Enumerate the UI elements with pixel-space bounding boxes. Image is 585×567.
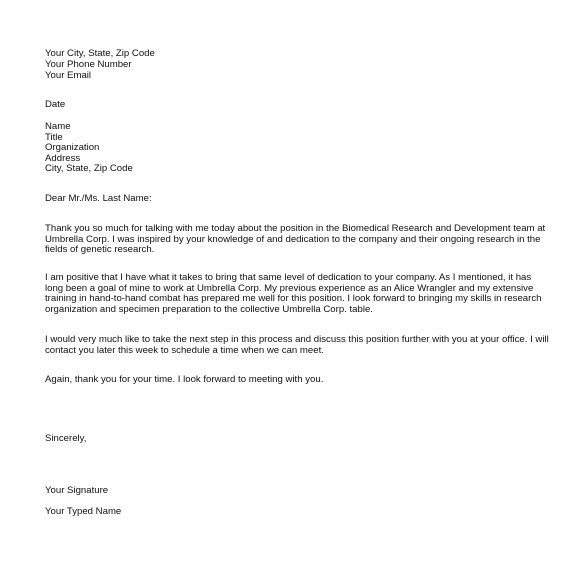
paragraph-line: fields of genetic research. <box>45 244 155 256</box>
paragraph-line: contact you later this week to schedule a time when we can meet. <box>45 344 324 356</box>
paragraph-line: I am positive that I have what it takes to bring that same level of dedication to your company. As I mentioned, it has <box>45 272 532 283</box>
paragraph-line: Again, thank you for your time. I look forward to meeting with you. <box>45 374 324 385</box>
recipient-city-state-zip: City, State, Zip Code <box>45 163 133 174</box>
closing: Sincerely, <box>45 433 87 444</box>
recipient-title: Title <box>45 132 63 143</box>
typed-name: Your Typed Name <box>45 506 122 517</box>
sender-email: Your Email <box>45 70 92 81</box>
paragraph-line: training in hand-to-hand combat has prepared me well for this position. I look forward to bringing my skills in research <box>45 293 542 305</box>
body-paragraph-1 <box>45 224 555 256</box>
body-paragraph-4 <box>45 375 555 386</box>
recipient-name: Name <box>45 121 71 132</box>
salutation: Dear Mr./Ms. Last Name: <box>45 193 152 204</box>
recipient-address: Address <box>45 153 81 164</box>
letter-date: Date <box>45 99 66 110</box>
body-paragraph-3 <box>45 335 555 356</box>
body-paragraph-2 <box>45 273 555 315</box>
sender-city-state-zip: Your City, State, Zip Code <box>45 48 155 59</box>
signature: Your Signature <box>45 485 109 496</box>
paragraph-line: long been a goal of mine to work at Umbrella Corp. My previous experience as an Alice Wrangler and my extensive <box>45 282 534 294</box>
paragraph-line: Thank you so much for talking with me today about the position in the Biomedical Research and Development team at <box>45 223 546 234</box>
sender-phone: Your Phone Number <box>45 59 132 70</box>
recipient-organization: Organization <box>45 142 100 153</box>
paragraph-line: organization and specimen preparation to the collective Umbrella Corp. table. <box>45 303 373 315</box>
paragraph-line: I would very much like to take the next step in this process and discuss this position further with you at your office. I will <box>45 334 549 345</box>
paragraph-line: Umbrella Corp. I was inspired by your knowledge of and dedication to the company and their ongoing research in the <box>45 233 541 245</box>
